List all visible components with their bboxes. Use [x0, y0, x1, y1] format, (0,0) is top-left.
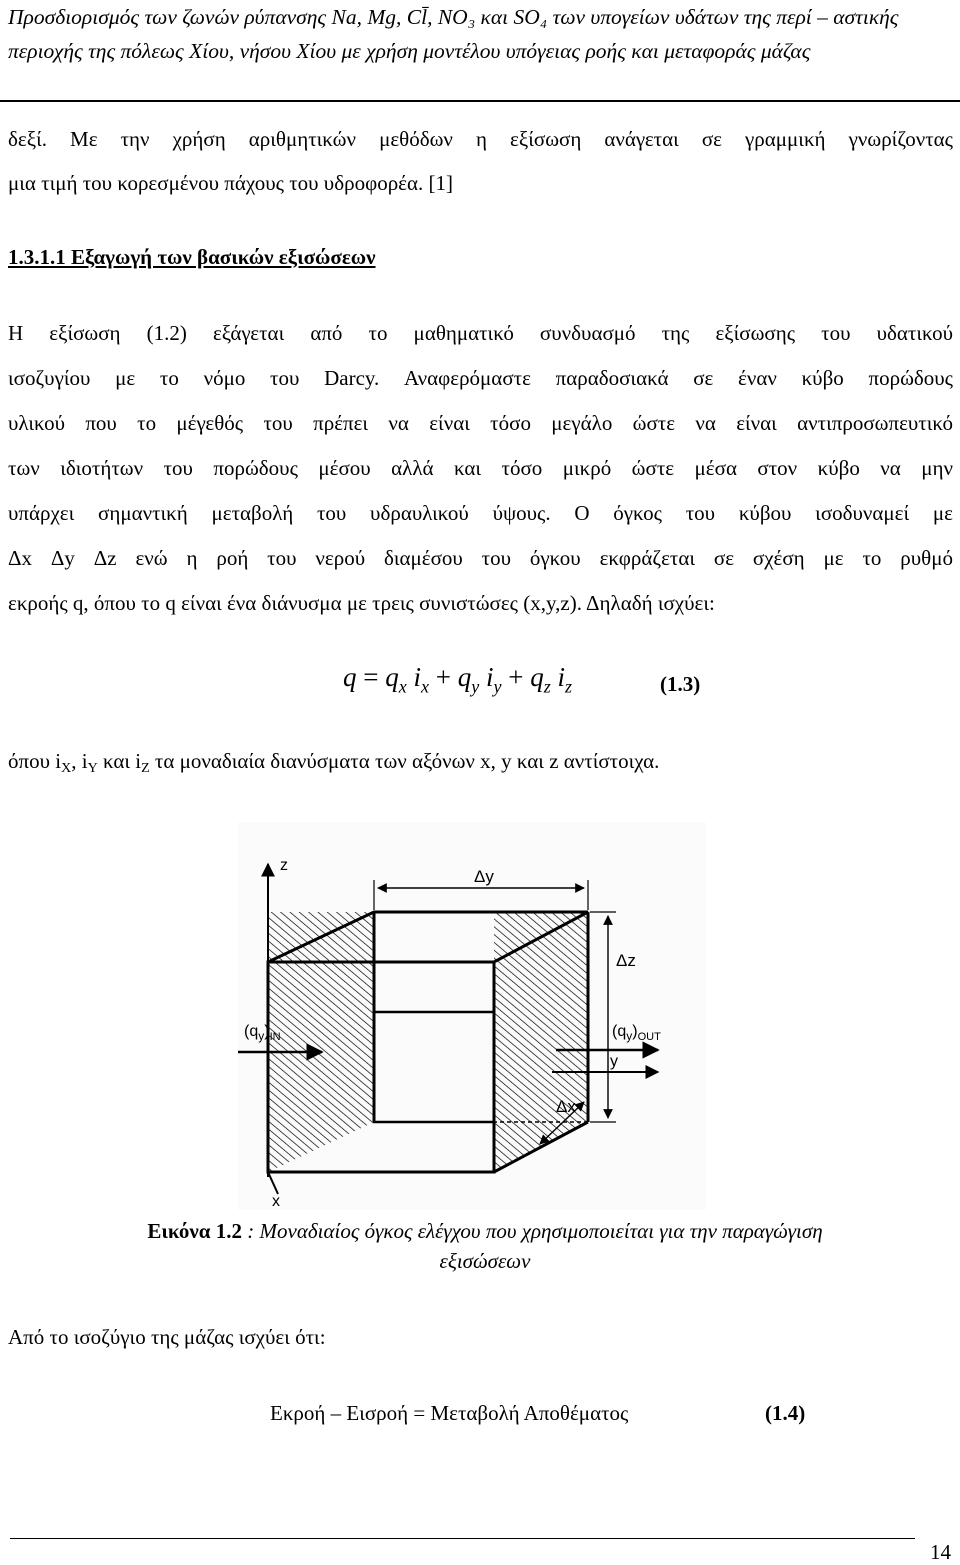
section-heading: 1.3.1.1 Εξαγωγή των βασικών εξισώσεων [8, 245, 376, 269]
paragraph-line: εκροής q, όπου το q είναι ένα διάνυσμα με τρεις συνιστώσες (x,y,z). Δηλαδή ισχύει: [8, 591, 715, 615]
x-axis-label: x [272, 1193, 280, 1210]
y-axis-label: y [610, 1053, 618, 1070]
equation-1-4: Εκροή – Εισροή = Μεταβολή Αποθέματος [270, 1401, 629, 1425]
paragraph-line: υπάρχει σημαντική μεταβολή του υδραυλικού ύψους. Ο όγκος του κύβου ισοδυναμεί με [8, 501, 953, 525]
right-face-hatch [494, 912, 588, 1172]
inner-box [374, 1012, 494, 1122]
equation-1-3: $q = q_x$ $i_x + q_y$ $i_y + q_z$ $i_z$ [343, 662, 573, 697]
dx-label: Δx [556, 1097, 576, 1116]
footer-divider [10, 1538, 915, 1539]
paragraph-line: δεξί. Με την χρήση αριθμητικών μεθόδων η εξίσωση ανάγεται σε γραμμική γνωρίζοντας [8, 127, 953, 151]
dz-label: Δz [616, 951, 636, 970]
page-number: 14 [930, 1540, 951, 1564]
qy-in-label: $(q_y)_{IN}$ [244, 1023, 281, 1043]
vector-definition: όπου $i_X$, $i_Y$ και $i_Z$ τα μοναδιαία διανύσματα των αξόνων x, y και z αντίστοιχα. [8, 749, 660, 776]
paragraph-line: των ιδιοτήτων του πορώδους μέσου αλλά και τόσο μικρό ώστε μέσα στον κύβο να μην [8, 456, 953, 480]
figure-caption: Εικόνα 1.2 : Μοναδιαίος όγκος ελέγχου που χρησιμοποιείται για την παραγώγιση [147, 1219, 823, 1243]
running-header: Προσδιορισμός των ζωνών ρύπανσης Na, Mg, Cl̄, NO₃ και SO₄ των υπογείων υδάτων της περί – αστικής περιοχής της πόλεως Χίου, νήσου Χίου με χρήση μοντέλου υπόγειας ροής και μεταφοράς μάζας [8, 5, 899, 63]
paragraph-line: Η εξίσωση (1.2) εξάγεται από το μαθηματικό συνδυασμό της εξίσωσης του υδατικού [8, 321, 953, 345]
equation-number: (1.3) [660, 672, 701, 696]
control-volume-figure [238, 822, 706, 1210]
left-face-hatch [268, 912, 374, 1172]
dy-label: Δy [474, 867, 494, 886]
paragraph-line: Δx Δy Δz ενώ η ροή του νερού διαμέσου του όγκου εκφράζεται σε σχέση με το ρυθμό [8, 546, 953, 570]
paragraph-line: ισοζυγίου με το νόμο του Darcy. Αναφερόμαστε παραδοσιακά σε έναν κύβο πορώδους [8, 366, 953, 390]
equation-number: (1.4) [765, 1401, 806, 1425]
header-divider [0, 100, 960, 102]
x-axis [268, 1172, 278, 1194]
z-axis-label: z [280, 857, 288, 874]
qy-out-label: $(q_y)_{OUT}$ [612, 1023, 661, 1043]
paragraph-line: Από το ισοζύγιο της μάζας ισχύει ότι: [8, 1325, 326, 1349]
figure-caption-line2: εξισώσεων [439, 1249, 531, 1273]
paragraph-line: μια τιμή του κορεσμένου πάχους του υδροφορέα. [1] [8, 171, 453, 195]
paragraph-line: υλικού που το μέγεθός του πρέπει να είναι τόσο μεγάλο ώστε να είναι αντιπροσωπευτικό [8, 411, 953, 435]
